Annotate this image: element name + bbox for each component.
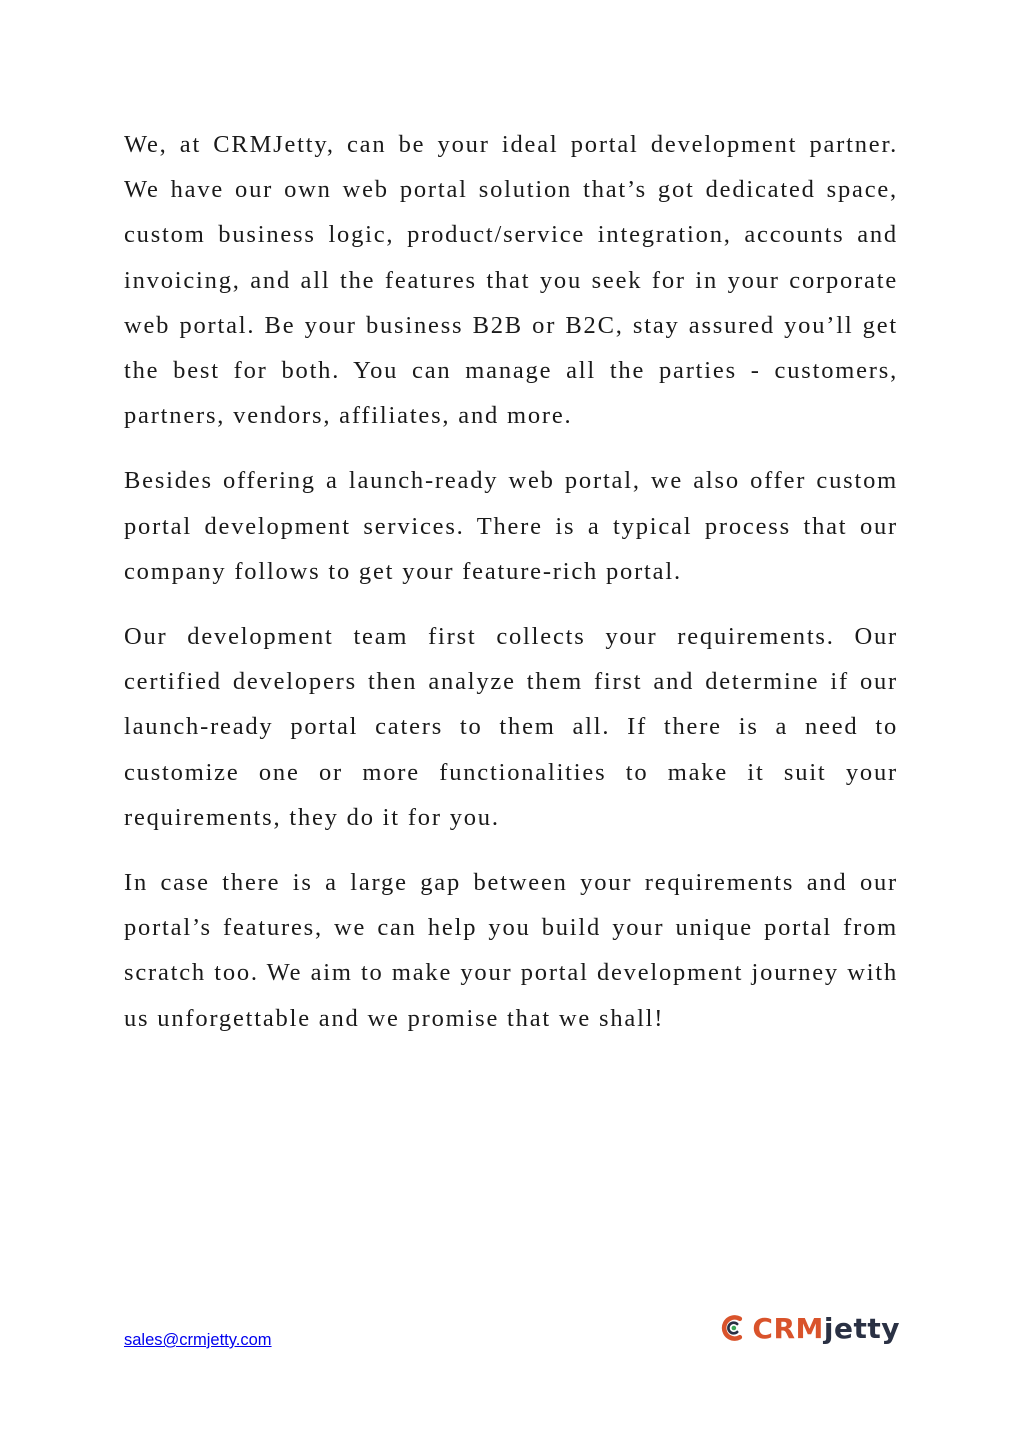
logo-wordmark [752, 1312, 900, 1345]
logo-text-jetty: jetty [823, 1311, 900, 1345]
paragraph-intro: We, at CRMJetty, can be your ideal portal development partner. We have our own web portal solution that’s got dedicated space, custom business logic, product/service integration, accounts and invoicing, and all the features that you seek for in your corporate web portal. Be your business B2B or B2C, stay assured you’ll get the best for both. You can manage all the parties - customers, partners, vendors, affiliates, and more. [124, 131, 898, 430]
crmjetty-logo [720, 1302, 900, 1354]
paragraph-process: Our development team first collects your requirements. Our certified developers then analyze them first and determine if our launch-ready portal caters to them all. If there is a need to customize one or more functionalities to make it suit your requirements, they do it for you. [124, 623, 898, 831]
logo-text-crm: CRM [752, 1311, 824, 1345]
crmjetty-c-logo-icon [720, 1306, 746, 1350]
paragraph-services: Besides offering a launch-ready web portal, we also offer custom portal development services. There is a typical process that our company follows to get your feature-rich portal. [124, 467, 898, 585]
document-body [124, 122, 898, 1061]
contact-email-link[interactable]: sales@crmjetty.com [124, 1331, 272, 1349]
paragraph-custom-build: In case there is a large gap between your requirements and our portal’s features, we can help you build your unique portal from scratch too. We aim to make your portal development journey with us unforgettable and we promise that we shall! [124, 869, 898, 1032]
